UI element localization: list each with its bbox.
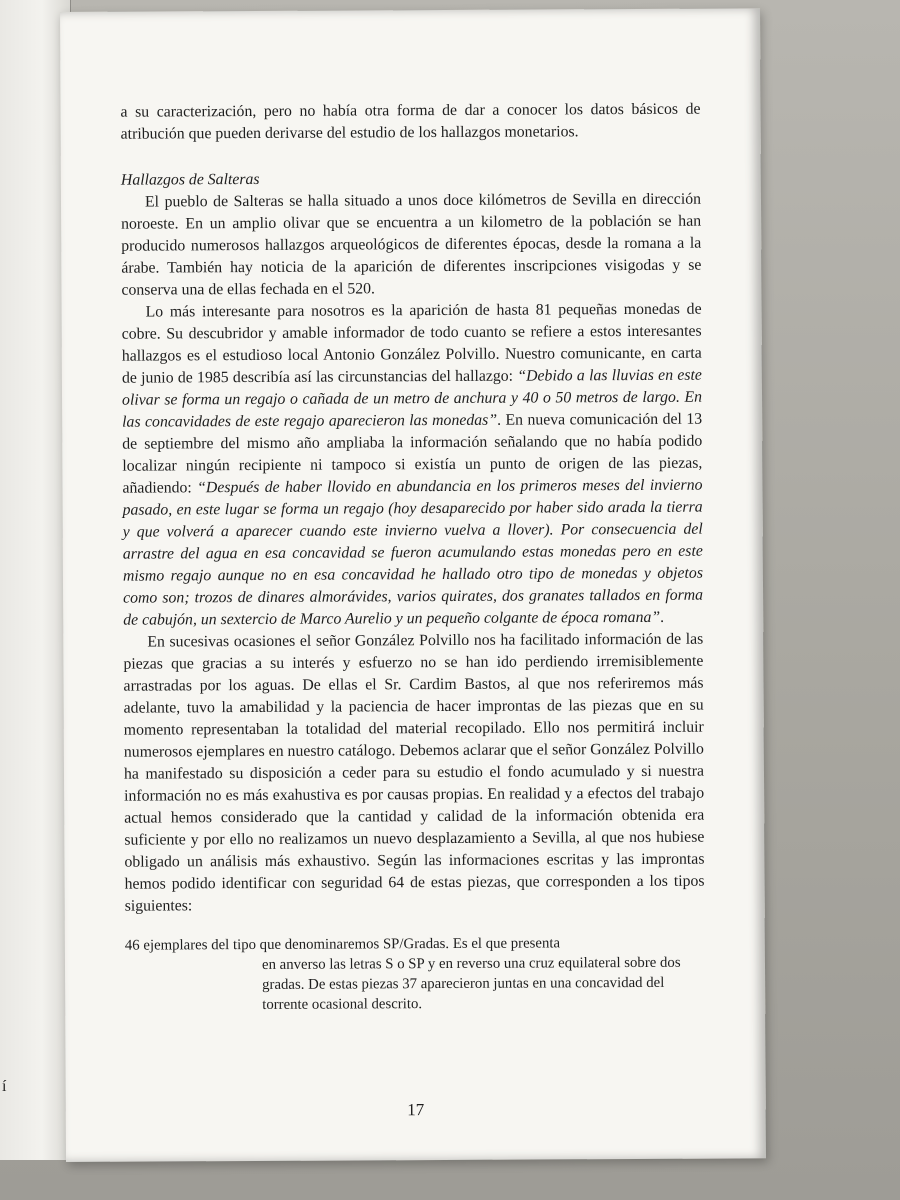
quote-first: “Debido a las lluvias en este olivar se forma un regajo o cañada de un metro de anchura y 40 o 50 metros de largo. En las concavidades de este regajo aparecieron las monedas” [121,366,703,431]
discovery-text-a: Lo más interesante para nosotros es la aparición de hasta 81 pequeñas monedas de cobre. Su descubridor y amable informador de todo cuanto se refiere a estos interesantes hallazgos es el estudioso local Antonio González Polvillo. Nuestro comunicante, en carta de junio de 1985 describía así las circunstancias del hallazgo: [121,300,702,387]
book-page [60,8,766,1162]
list-item-detail: en anverso las letras S o SP y en reverso una cruz equilateral sobre dos gradas. De estas piezas 37 aparecieron juntas en una concavidad del torrente ocasional descrito. [261,954,681,1013]
paragraph-salteras: El pueblo de Salteras se halla situado a unos doce kilómetros de Sevilla en dirección noroeste. En un amplio olivar que se encuentra a un kilometro de la población se han producido numerosos hallazgos arqueológicos de diferentes épocas, desde la romana a la árabe. También hay noticia de la aparición de diferentes inscripciones visigodas y se conserva una de ellas fechada en el 520. [121,190,702,299]
paragraph-intro: a su caracterización, pero no había otra forma de dar a conocer los datos básicos de atribución que pueden derivarse del estudio de los hallazgos monetarios. [120,100,701,143]
left-page-edge-glyph: í [2,1078,7,1095]
section-heading: Hallazgos de Salteras [120,170,260,189]
paragraph-discovery [122,299,704,632]
paragraph-information: En sucesivas ocasiones el señor González Polvillo nos ha facilitado información de las piezas que gracias a su interés y esfuerzo no se han ido perdiendo irremisiblemente arrastradas por los aguas. De ellas el Sr. Cardim Bastos, al que nos referiremos más adelante, tuvo la amabilidad y la paciencia de hacer improntas de las piezas que en su momento representaban la totalidad del material recopilado. Ello nos permitirá incluir numerosos ejemplares en nuestro catálogo. Debemos aclarar que el señor González Polvillo ha manifestado su disposición a ceder para su estudio el fondo acumulado y si nuestra información no es más exahustiva es por causas propias. En realidad y a efectos del trabajo actual hemos considerado que la cantidad y calidad de la información obtenida era suficiente y por ello no realizamos un nuevo desplazamiento a Sevilla, al que nos hubiese obligado un análisis más exhaustivo. Según las informaciones escritas y las improntas hemos podido identificar con seguridad 64 de estas piezas, que corresponden a los tipos siguientes: [123,630,705,915]
discovery-text-c: . [660,608,665,626]
list-item-sp-gradas [125,933,705,1016]
list-item-lead: 46 ejemplares del tipo que denominaremos SP/Gradas. Es el que presenta [124,935,561,954]
page-body [120,99,705,1016]
page-number: 17 [407,1100,425,1120]
discovery-text-b: . En nueva comunicación del 13 de septiembre del mismo año ampliaba la información señalando que no había podido localizar ningún recipiente ni tampoco si existía un punto de origen de las piezas, añadiendo: [122,410,703,497]
quote-second: “Después de haber llovido en abundancia en los primeros meses del invierno pasado, en este lugar se forma un regajo (hoy desaparecido por haber sido arada la tierra y que volverá a aparecer cuando este invierno vuelva a llover). Por consecuencia del arrastre del agua en esa concavidad se fueron acumulando estas monedas pero en este mismo regajo aunque no en esa concavidad he hallado otro tipo de monedas y objetos como son; trozos de dinares almorávides, varios quirates, dos granates tallados en forma de cabujón, un sextercio de Marco Aurelio y un pequeño colgante de época romana” [122,476,704,629]
